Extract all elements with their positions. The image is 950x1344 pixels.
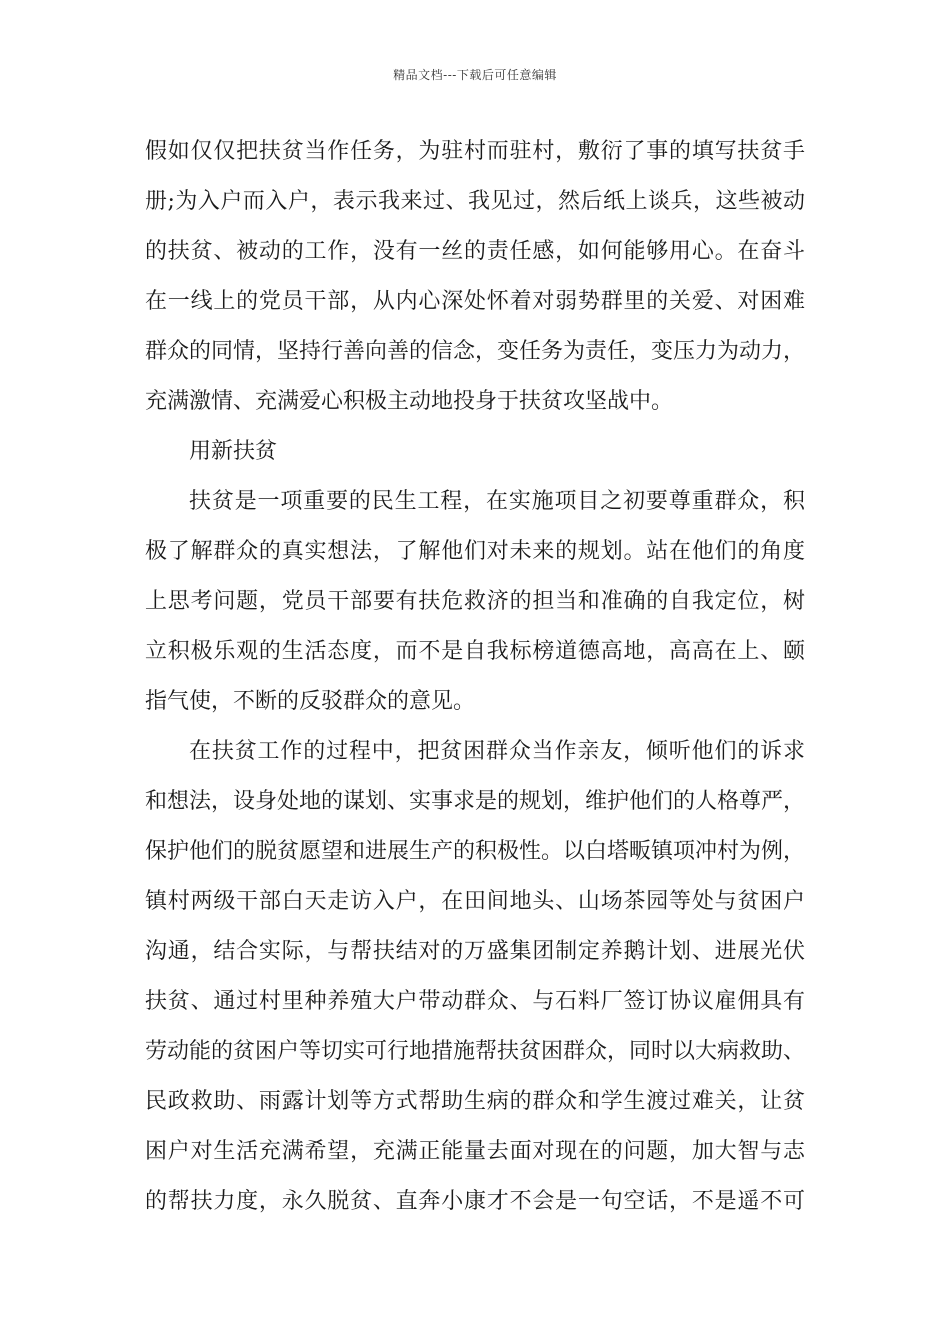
text-line: 困户对生活充满希望，充满正能量去面对现在的问题，加大智与志	[145, 1139, 805, 1164]
text-line: 极了解群众的真实想法，了解他们对未来的规划。站在他们的角度	[145, 539, 805, 564]
text-line: 充满激情、充满爱心积极主动地投身于扶贫攻坚战中。	[145, 389, 674, 414]
document-body	[145, 127, 805, 1227]
text-line: 在扶贫工作的过程中，把贫困群众当作亲友，倾听他们的诉求	[189, 739, 805, 764]
text-line: 沟通，结合实际，与帮扶结对的万盛集团制定养鹅计划、进展光伏	[145, 939, 805, 964]
text-line: 上思考问题，党员干部要有扶危救济的担当和准确的自我定位，树	[145, 589, 805, 614]
text-line: 指气使，不断的反驳群众的意见。	[145, 689, 476, 714]
text-line: 民政救助、雨露计划等方式帮助生病的群众和学生渡过难关，让贫	[145, 1089, 805, 1114]
text-line: 的帮扶力度，永久脱贫、直奔小康才不会是一句空话，不是遥不可	[145, 1189, 805, 1214]
text-line: 扶贫是一项重要的民生工程，在实施项目之初要尊重群众，积	[189, 489, 805, 514]
text-line: 册;为入户而入户，表示我来过、我见过，然后纸上谈兵，这些被动	[145, 189, 805, 214]
text-line: 假如仅仅把扶贫当作任务，为驻村而驻村，敷衍了事的填写扶贫手	[145, 139, 805, 164]
text-line: 保护他们的脱贫愿望和进展生产的积极性。以白塔畈镇项冲村为例，	[145, 839, 806, 864]
text-line: 扶贫、通过村里种养殖大户带动群众、与石料厂签订协议雇佣具有	[145, 989, 805, 1014]
text-line: 和想法，设身处地的谋划、实事求是的规划，维护他们的人格尊严，	[145, 789, 806, 814]
text-line: 的扶贫、被动的工作，没有一丝的责任感，如何能够用心。在奋斗	[145, 239, 805, 264]
text-line: 立积极乐观的生活态度，而不是自我标榜道德高地，高高在上、颐	[145, 639, 805, 664]
page-header: 精品文档---下载后可任意编辑	[393, 68, 557, 82]
text-line: 群众的同情，坚持行善向善的信念，变任务为责任，变压力为动力，	[145, 339, 806, 364]
text-line: 用新扶贫	[189, 439, 278, 464]
text-line: 劳动能的贫困户等切实可行地措施帮扶贫困群众，同时以大病救助、	[145, 1039, 806, 1064]
text-line: 在一线上的党员干部，从内心深处怀着对弱势群里的关爱、对困难	[145, 289, 805, 314]
text-line: 镇村两级干部白天走访入户，在田间地头、山场茶园等处与贫困户	[145, 889, 805, 914]
